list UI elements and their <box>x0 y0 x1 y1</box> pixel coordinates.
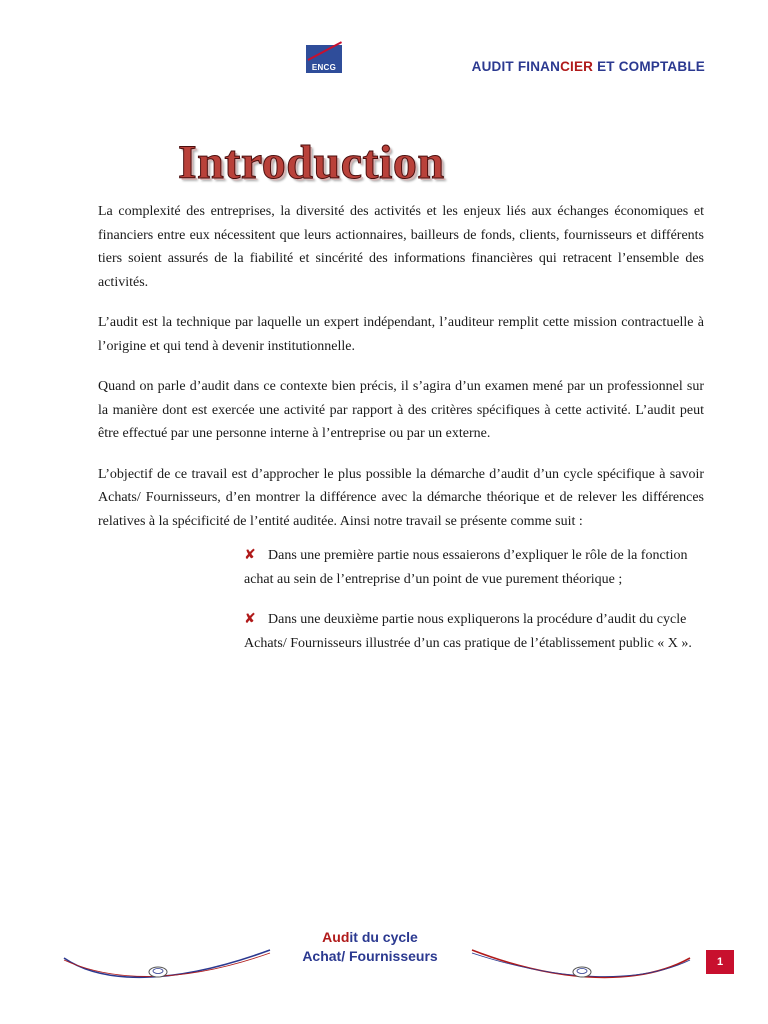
bullet-text: Dans une deuxième partie nous expliquerons la procédure d’audit du cycle Achats/ Fournisseurs illustrée d’un cas pratique de l’établissement public « X ». <box>244 612 692 651</box>
bullet-text: Dans une première partie nous essaierons d’expliquer le rôle de la fonction achat au sein de l’entreprise d’un point de vue purement théorique ; <box>244 548 688 587</box>
footer-line2: Achat/ Fournisseurs <box>302 948 438 964</box>
encg-logo <box>306 45 342 73</box>
bullet-list <box>244 544 704 672</box>
cross-icon: ✘ <box>244 611 256 627</box>
logo-text: ENCG <box>311 63 337 72</box>
page-title: Introduction <box>178 136 445 189</box>
cross-icon: ✘ <box>244 547 256 563</box>
list-item <box>244 544 704 591</box>
footer-line1-red: Aud <box>322 929 350 945</box>
page-number-badge: 1 <box>706 950 734 974</box>
header-title-part1: AUDIT FINAN <box>471 59 561 74</box>
logo-stripe <box>308 41 342 61</box>
footer-title <box>280 928 460 966</box>
footer-line1-blue: it du cycle <box>349 929 418 945</box>
paragraph: L’audit est la technique par laquelle un expert indépendant, l’auditeur remplit cette mission contractuelle à l’origine et qui tend à devenir institutionnelle. <box>98 315 704 354</box>
header-title-part2: CIER <box>560 59 594 74</box>
footer-swoosh-left <box>62 944 272 990</box>
list-item <box>244 608 704 655</box>
header-title-part3: ET COMPTABLE <box>593 59 705 74</box>
header-title <box>472 59 705 74</box>
footer-swoosh-right <box>470 944 692 990</box>
body-text <box>98 200 704 550</box>
footer-line1 <box>280 928 460 947</box>
paragraph: La complexité des entreprises, la diversité des activités et les enjeux liés aux échanges économiques et financiers entre eux nécessitent que leurs actionnaires, bailleurs de fonds, clients, fournisseurs et différents tiers soient assurés de la fiabilité et sincérité des informations financières qui retracent l’ensemble des activités. <box>98 204 704 290</box>
paragraph: L’objectif de ce travail est d’approcher le plus possible la démarche d’audit d’un cycle spécifique à savoir Achats/ Fournisseurs, d’en montrer la différence avec la démarche théorique et de relever les différences relatives à la spécificité de l’entité auditée. Ainsi notre travail se présente comme suit : <box>98 466 704 529</box>
paragraph: Quand on parle d’audit dans ce contexte bien précis, il s’agira d’un examen mené par un professionnel sur la manière dont est exercée une activité par rapport à des critères spécifiques à cette activité. L’audit peut être effectué par une personne interne à l’entreprise ou par un externe. <box>98 379 704 441</box>
